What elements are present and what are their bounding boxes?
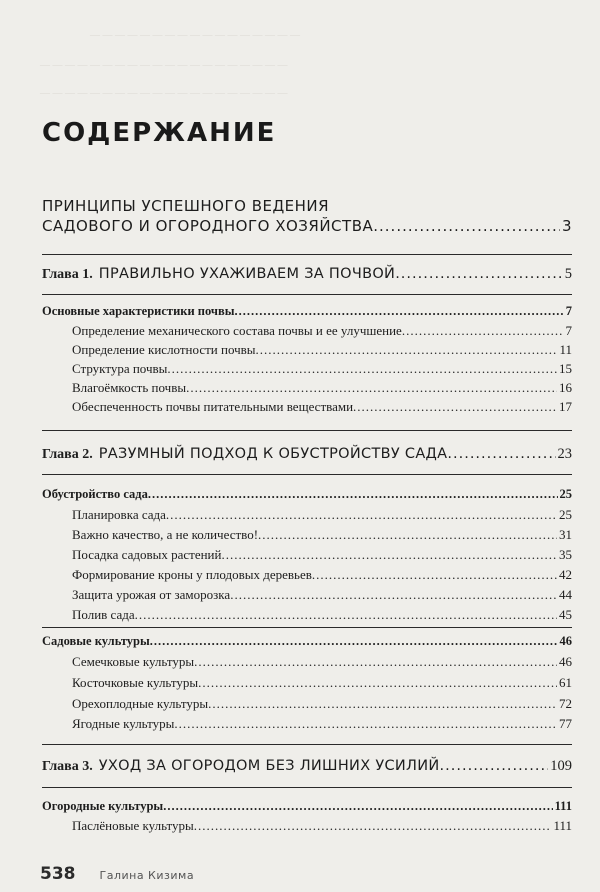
divider <box>42 294 572 295</box>
intro-line-2: САДОВОГО И ОГОРОДНОГО ХОЗЯЙСТВА <box>42 217 374 235</box>
toc-item[interactable] <box>72 818 572 834</box>
page-number: 538 <box>40 864 76 884</box>
item-title: Обеспеченность почвы питательными веществами <box>72 399 354 414</box>
leader-dots <box>402 323 564 339</box>
toc-item[interactable] <box>72 567 572 583</box>
item-title: Определение механического состава почвы и ее улучшение <box>72 323 402 338</box>
item-title: Структура почвы <box>72 361 168 376</box>
leader-dots <box>150 634 558 649</box>
divider <box>42 744 572 745</box>
leader-dots <box>235 304 564 319</box>
divider <box>42 254 572 255</box>
divider <box>42 627 572 628</box>
leader-dots <box>167 361 557 377</box>
item-title: Важно качество, а не количество! <box>72 527 259 542</box>
toc-item[interactable] <box>72 507 572 523</box>
item-page: 17 <box>559 399 572 414</box>
section-entry[interactable] <box>42 634 572 649</box>
chapter-label: Глава 3. <box>42 759 93 774</box>
chapter-title: ПРАВИЛЬНО УХАЖИВАЕМ ЗА ПОЧВОЙ <box>98 266 396 282</box>
toc-item[interactable] <box>72 587 572 603</box>
leader-dots <box>186 380 557 396</box>
chapter-label: Глава 2. <box>42 447 93 462</box>
leader-dots <box>447 446 555 462</box>
leader-dots <box>373 216 560 236</box>
section-title: Садовые культуры <box>42 634 150 648</box>
leader-dots <box>395 266 563 282</box>
item-page: 15 <box>559 361 572 376</box>
item-title: Определение кислотности почвы <box>72 342 256 357</box>
section-entry[interactable] <box>42 487 572 502</box>
leader-dots <box>258 527 557 543</box>
chapter-page: 23 <box>557 446 572 462</box>
section-page: 46 <box>559 634 572 648</box>
item-title: Ягодные культуры <box>72 716 175 731</box>
section-title: Основные характеристики почвы <box>42 304 235 318</box>
running-head-author: Галина Кизима <box>99 869 195 882</box>
leader-dots <box>135 607 557 623</box>
toc-item[interactable] <box>72 607 572 623</box>
toc-item[interactable] <box>72 654 572 670</box>
chapter-2-entry[interactable] <box>42 446 572 463</box>
item-title: Защита урожая от заморозка <box>72 587 231 602</box>
chapter-1-entry[interactable] <box>42 266 572 283</box>
leader-dots <box>174 716 557 732</box>
section-entry[interactable] <box>42 304 572 319</box>
intro-line-1: ПРИНЦИПЫ УСПЕШНОГО ВЕДЕНИЯ <box>42 197 330 215</box>
toc-item[interactable] <box>72 716 572 732</box>
leader-dots <box>312 567 557 583</box>
chapter-title: УХОД ЗА ОГОРОДОМ БЕЗ ЛИШНИХ УСИЛИЙ <box>98 758 440 774</box>
section-page: 25 <box>559 487 572 501</box>
toc-item[interactable] <box>72 399 572 415</box>
section-title: Обустройство сада <box>42 487 148 501</box>
chapter-page: 109 <box>550 758 572 774</box>
chapter-3-entry[interactable] <box>42 758 572 775</box>
item-title: Планировка сада <box>72 507 166 522</box>
divider <box>42 430 572 431</box>
leader-dots <box>148 487 558 502</box>
chapter-page: 5 <box>564 266 572 282</box>
chapter-title: РАЗУМНЫЙ ПОДХОД К ОБУСТРОЙСТВУ САДА <box>98 446 448 462</box>
item-page: 44 <box>559 587 572 602</box>
leader-dots <box>353 399 557 415</box>
item-title: Косточковые культуры <box>72 675 199 690</box>
leader-dots <box>166 507 557 523</box>
item-page: 61 <box>559 675 572 690</box>
item-page: 11 <box>559 342 572 357</box>
leader-dots <box>230 587 557 603</box>
intro-page: 3 <box>561 217 572 235</box>
item-page: 111 <box>553 818 572 833</box>
section-page: 111 <box>554 799 572 813</box>
divider <box>42 787 572 788</box>
item-page: 35 <box>559 547 572 562</box>
item-title: Посадка садовых растений <box>72 547 222 562</box>
leader-dots <box>194 654 557 670</box>
item-page: 25 <box>559 507 572 522</box>
toc-item[interactable] <box>72 675 572 691</box>
contents-title: СОДЕРЖАНИЕ <box>42 118 277 148</box>
item-title: Паслёновые культуры <box>72 818 194 833</box>
item-page: 42 <box>559 567 572 582</box>
item-title: Орехоплодные культуры <box>72 696 209 711</box>
intro-entry[interactable] <box>42 196 572 236</box>
item-page: 45 <box>559 607 572 622</box>
bleed-through-text: — — — — — — — — — — — — — — — — — <box>90 30 300 41</box>
divider <box>42 474 572 475</box>
item-page: 72 <box>559 696 572 711</box>
section-title: Огородные культуры <box>42 799 164 813</box>
item-page: 7 <box>565 323 572 338</box>
item-page: 31 <box>559 527 572 542</box>
leader-dots <box>208 696 557 712</box>
item-title: Влагоёмкость почвы <box>72 380 187 395</box>
leader-dots <box>440 758 549 774</box>
leader-dots <box>221 547 557 563</box>
leader-dots <box>194 818 552 834</box>
toc-item[interactable] <box>72 547 572 563</box>
leader-dots <box>256 342 558 358</box>
bleed-through-text: — — — — — — — — — — — — — — — — — — — — <box>40 88 288 99</box>
leader-dots <box>198 675 557 691</box>
page-footer <box>40 864 194 884</box>
item-page: 77 <box>559 716 572 731</box>
toc-item[interactable] <box>72 323 572 339</box>
section-entry[interactable] <box>42 799 572 814</box>
toc-item[interactable] <box>72 380 572 396</box>
bleed-through-text: — — — — — — — — — — — — — — — — — — — — <box>40 60 288 71</box>
section-page: 7 <box>565 304 572 318</box>
item-title: Формирование кроны у плодовых деревьев <box>72 567 312 582</box>
toc-item[interactable] <box>72 527 572 543</box>
toc-item[interactable] <box>72 696 572 712</box>
chapter-label: Глава 1. <box>42 267 93 282</box>
toc-item[interactable] <box>72 342 572 358</box>
item-title: Семечковые культуры <box>72 654 195 669</box>
toc-item[interactable] <box>72 361 572 377</box>
item-page: 46 <box>559 654 572 669</box>
item-title: Полив сада <box>72 607 135 622</box>
leader-dots <box>163 799 552 814</box>
item-page: 16 <box>559 380 572 395</box>
